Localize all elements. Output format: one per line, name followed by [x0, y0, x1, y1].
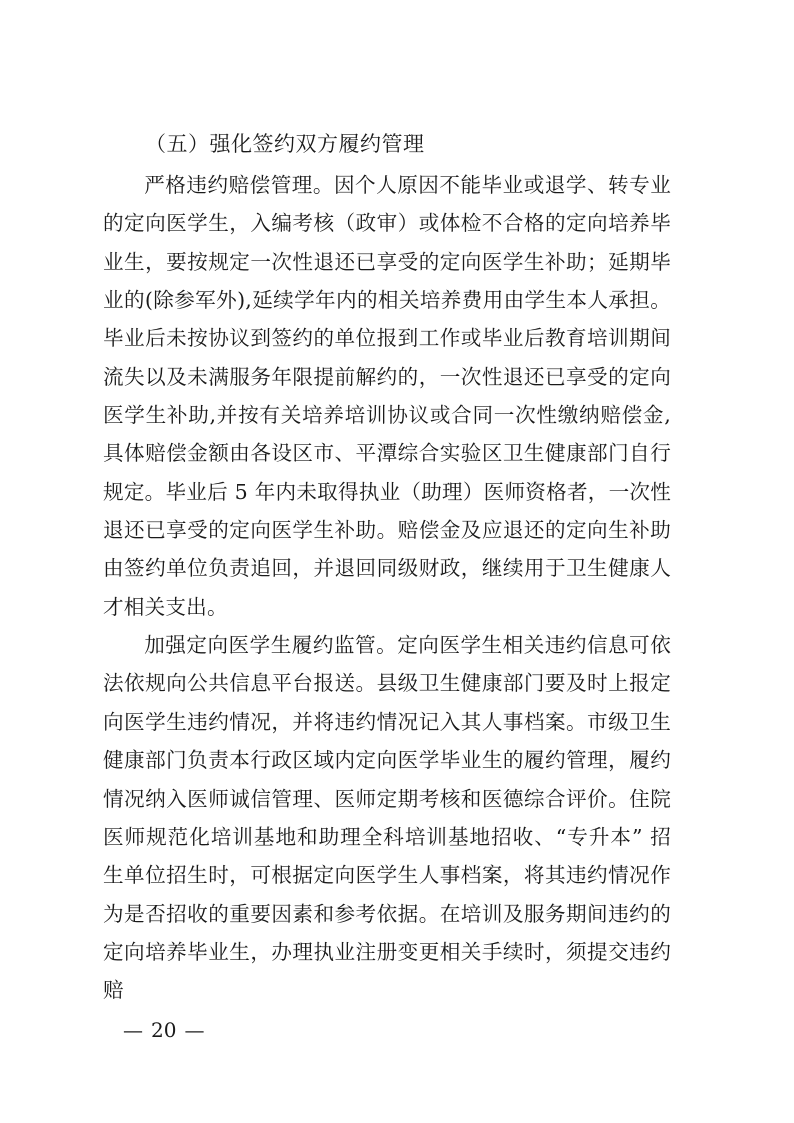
page-number: 20	[151, 1018, 177, 1042]
body-text	[103, 166, 671, 1010]
paragraph-violation-compensation: 严格违约赔偿管理。因个人原因不能毕业或退学、转专业的定向医学生，入编考核（政审）或体检不合格的定向培养毕业生，要按规定一次性退还已享受的定向医学生补助；延期毕业的(除参军外),延续学年内的相关培养费用由学生本人承担。毕业后未按协议到签约的单位报到工作或毕业后教育培训期间流失以及未满服务年限提前解约的，一次性退还已享受的定向医学生补助,并按有关培养培训协议或合同一次性缴纳赔偿金,具体赔偿金额由各设区市、平潭综合实验区卫生健康部门自行规定。毕业后 5 年内未取得执业（助理）医师资格者，一次性退还已享受的定向医学生补助。赔偿金及应退还的定向生补助由签约单位负责追回，并退回同级财政，继续用于卫生健康人才相关支出。	[103, 173, 671, 619]
section-heading: （五）强化签约双方履约管理	[145, 132, 425, 156]
footer-dash-left: —	[123, 1018, 143, 1042]
footer-dash-right: —	[184, 1018, 205, 1042]
paragraph-performance-supervision: 加强定向医学生履约监管。定向医学生相关违约信息可依法依规向公共信息平台报送。县级卫生健康部门要及时上报定向医学生违约情况，并将违约情况记入其人事档案。市级卫生健康部门负责本行政区域内定向医学毕业生的履约管理，履约情况纳入医师诚信管理、医师定期考核和医德综合评价。住院医师规范化培训基地和助理全科培训基地招收、“专升本” 招生单位招生时，可根据定向医学生人事档案，将其违约情况作为是否招收的重要因素和参考依据。在培训及服务期间违约的定向培养毕业生，办理执业注册变更相关手续时，须提交违约赔	[103, 633, 671, 1003]
page-footer	[121, 1016, 206, 1044]
